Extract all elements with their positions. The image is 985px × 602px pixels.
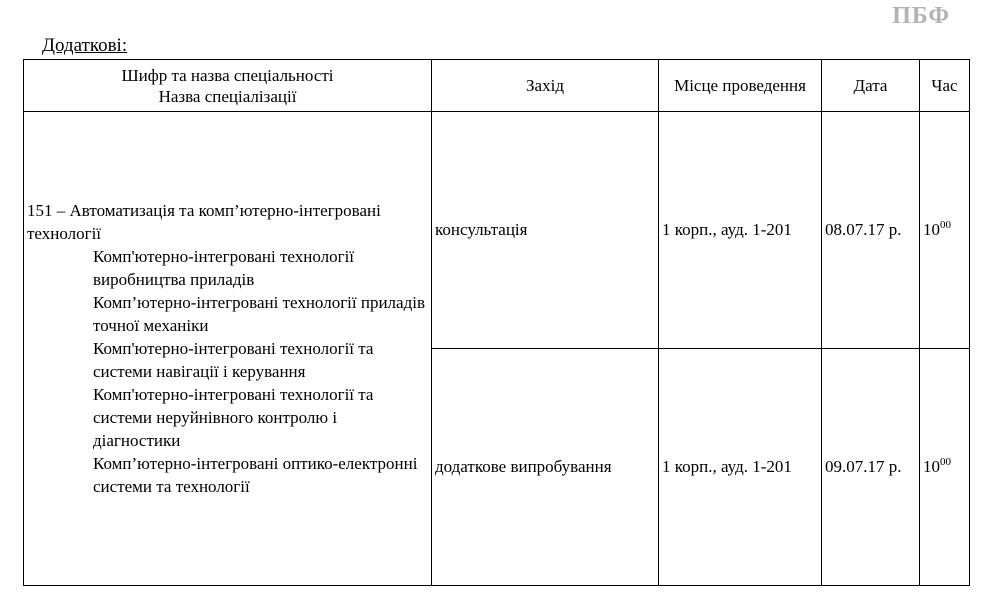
specialization-item: Комп’ютерно-інтегровані оптико-електронні системи та технології xyxy=(93,454,418,496)
header-time: Час xyxy=(920,60,970,112)
specialty-cell xyxy=(24,112,432,586)
time-minutes: 00 xyxy=(940,219,951,231)
header-specialty-line2: Назва спеціалізації xyxy=(158,86,297,106)
time-hour: 10 xyxy=(923,220,940,239)
event-cell: додаткове випробування xyxy=(432,349,659,586)
header-event: Захід xyxy=(432,60,659,112)
header-specialty xyxy=(24,60,432,112)
place-cell: 1 корп., ауд. 1-201 xyxy=(659,112,822,349)
time-hour: 10 xyxy=(923,457,940,476)
table-row xyxy=(24,112,970,349)
time-cell xyxy=(920,349,970,586)
place-cell: 1 корп., ауд. 1-201 xyxy=(659,349,822,586)
time-cell xyxy=(920,112,970,349)
specialization-item: Комп'ютерно-інтегровані технології та системи неруйнівного контролю і діагностики xyxy=(93,385,374,450)
section-title: Додаткові: xyxy=(42,35,128,56)
header-row xyxy=(24,60,970,112)
time-minutes: 00 xyxy=(940,456,951,468)
date-cell: 08.07.17 р. xyxy=(822,112,920,349)
header-date: Дата xyxy=(822,60,920,112)
specialization-item: Комп’ютерно-інтегровані технології приладів точної механіки xyxy=(93,293,425,335)
specialization-item: Комп'ютерно-інтегровані технології виробництва приладів xyxy=(93,247,355,289)
specialization-item: Комп'ютерно-інтегровані технології та системи навігації і керування xyxy=(93,339,374,381)
schedule-table xyxy=(23,59,970,586)
header-specialty-line1: Шифр та назва спеціальності xyxy=(121,65,334,85)
event-cell: консультація xyxy=(432,112,659,349)
specialty-code-name: 151 – Автоматизація та комп’ютерно-інтегровані технології xyxy=(27,201,381,243)
faculty-label: ПБФ xyxy=(892,3,950,29)
date-cell: 09.07.17 р. xyxy=(822,349,920,586)
header-place: Місце проведення xyxy=(659,60,822,112)
